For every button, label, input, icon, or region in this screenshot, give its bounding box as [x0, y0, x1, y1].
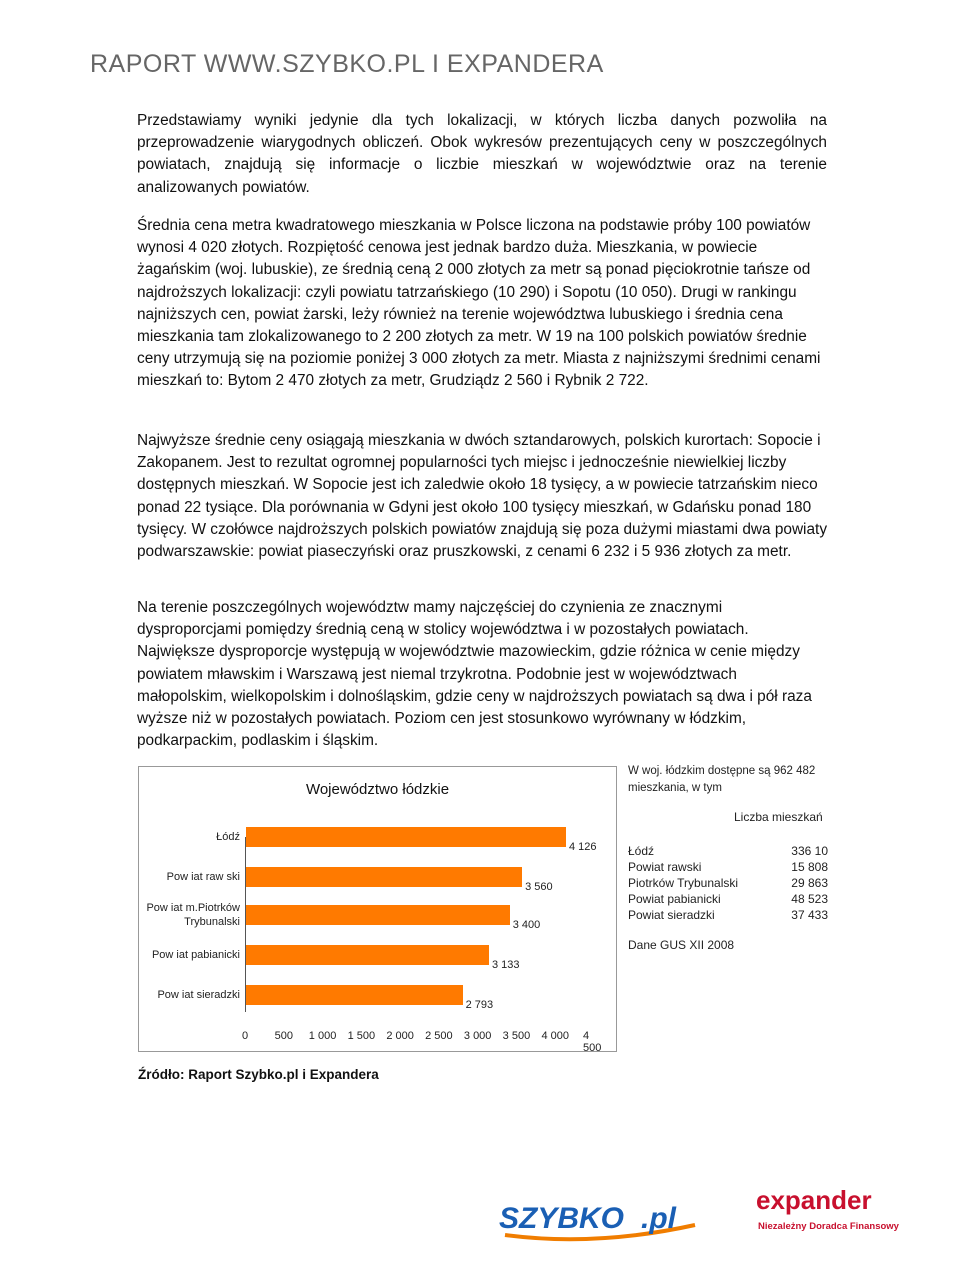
expander-logo: [752, 1183, 902, 1238]
chart-x-tick-label: 3 000: [463, 1030, 492, 1042]
chart-category-label: Pow iat raw ski: [166, 871, 240, 883]
row-count: 15 808: [791, 860, 828, 874]
chart-category-label: Pow iat sieradzki: [157, 989, 240, 1001]
logo-text: expander: [756, 1185, 872, 1215]
row-count: 48 523: [791, 892, 828, 906]
side-table-row: [628, 876, 828, 892]
side-table-row: [628, 908, 828, 924]
paragraph-average-price: [137, 215, 827, 393]
chart-data-label: 3 560: [525, 881, 553, 893]
chart-x-tick-label: 1 000: [308, 1030, 337, 1042]
logo-tagline: Niezależny Doradca Finansowy: [758, 1221, 899, 1232]
chart-bar: [246, 827, 566, 847]
chart-data-label: 3 133: [491, 959, 520, 971]
paragraph-text: Przedstawiamy wyniki jedynie dla tych lokalizacji, w których liczba danych pozwoliła na przeprowadzenie wiarygodnych obliczeń. Obok wykresów prezentujących ceny w poszczególnych powiatach, znajdują się informacje o liczbie mieszkań w województwie oraz na terenie analizowanych powiatów.: [137, 112, 827, 196]
figure-source: Źródło: Raport Szybko.pl i Expandera: [138, 1067, 379, 1082]
chart-bar: [246, 985, 463, 1005]
chart-x-tick-label: 2 000: [386, 1030, 414, 1042]
row-count: 37 433: [791, 908, 828, 922]
chart-x-tick-label: 4 500: [583, 1030, 602, 1054]
row-name: Powiat pabianicki: [628, 892, 721, 906]
side-table-row: [628, 844, 828, 860]
report-header: RAPORT WWW.SZYBKO.PL I EXPANDERA: [90, 50, 604, 78]
paragraph-disproportions: [137, 597, 827, 752]
side-note: W woj. łódzkim dostępne są 962 482 mieszkania, w tym: [628, 765, 816, 794]
logo-suffix: .pl: [641, 1202, 676, 1235]
paragraph-text: Najwyższe średnie ceny osiągają mieszkania w dwóch sztandarowych, polskich kurortach: Sopocie i Zakopanem. Jest to rezultat ogromnej popularności tych miejsc i jednocześnie niewielkiej liczby dostępnych mieszkań. W Sopocie jest ich zaledwie około 18 tysięcy, a w powiecie tatrzańskim nieco ponad 22 tysiące. Dla porównania w Gdyni jest około 100 tysięcy mieszkań, w Gdańsku ponad 180 tysięcy. W czołówce najdroższych polskich powiatów znajdują się poza dużymi miastami dwa powiaty podwarszawskie: powiat piaseczyński oraz pruszkowski, z cenami 6 232 i 5 936 złotych za metr.: [137, 432, 828, 561]
chart-x-tick-label: 0: [241, 1030, 249, 1042]
paragraph-intro: [137, 110, 827, 199]
chart-category-label: Pow iat pabianicki: [151, 949, 240, 961]
chart-bar: [246, 867, 522, 887]
chart-bar: [246, 945, 489, 965]
chart-x-tick-label: 1 500: [347, 1030, 376, 1042]
side-table-row: [628, 892, 828, 908]
bar-chart-lodzkie: [138, 766, 617, 1052]
chart-x-tick-label: 3 500: [502, 1030, 531, 1042]
logo-text: SZYBKO: [499, 1202, 625, 1235]
row-name: Łódź: [628, 844, 655, 858]
row-count: 336 10: [791, 844, 828, 858]
chart-data-label: 3 400: [512, 919, 541, 931]
chart-data-label: 2 793: [465, 999, 494, 1011]
chart-bar: [246, 905, 510, 925]
side-table-row: [628, 860, 828, 876]
side-source: Dane GUS XII 2008: [628, 938, 735, 952]
szybko-logo: [495, 1195, 700, 1245]
chart-x-tick-label: 4 000: [541, 1030, 569, 1042]
row-count: 29 863: [791, 876, 828, 890]
row-name: Powiat rawski: [628, 860, 702, 874]
chart-x-tick-label: 500: [274, 1030, 293, 1042]
chart-title: Województwo łódzkie: [305, 781, 450, 798]
chart-x-tick-label: 2 500: [425, 1030, 453, 1042]
side-table-header: Liczba mieszkań: [734, 810, 823, 824]
paragraph-text: Na terenie poszczególnych województw mamy najczęściej do czynienia ze znacznymi dysproporcjami pomiędzy średnią ceną w stolicy województwa i w pozostałych powiatach. Największe dysproporcje występują w województwie mazowieckim, gdzie różnica w cenie między powiatem mławskim i Warszawą jest niemal trzykrotna. Podobnie jest w województwach małopolskim, wielkopolskim i dolnośląskim, gdzie ceny w najdroższych powiatach są dwa i pół raza wyższe niż w pozostałych powiatach. Poziom cen jest stosunkowo wyrównany w łódzkim, podkarpackim, podlaskim i śląskim.: [137, 599, 812, 750]
paragraph-highest-prices: [137, 430, 827, 563]
row-name: Piotrków Trybunalski: [628, 876, 739, 890]
chart-category-label: Pow iat m.Piotrków Trybunalski: [146, 902, 240, 928]
row-name: Powiat sieradzki: [628, 908, 715, 922]
chart-category-label: Łódź: [216, 831, 240, 843]
chart-data-label: 4 126: [568, 841, 597, 853]
paragraph-text: Średnia cena metra kwadratowego mieszkania w Polsce liczona na podstawie próby 100 powiatów wynosi 4 020 złotych. Rozpiętość cenowa jest jednak bardzo duża. Mieszkania, w powiecie żagańskim (woj. lubuskie), ze średnią ceną 2 000 złotych za metr są ponad pięciokrotnie tańsze od najdroższych lokalizacji: czyli powiatu tatrzańskiego (10 290) i Sopotu (10 050). Drugi w rankingu najniższych cen, powiat żarski, leży również na terenie województwa lubuskiego i średnia cena mieszkania tam zlokalizowanego to 2 200 złotych za metr. W 19 na 100 polskich powiatów średnie ceny utrzymują się na poziomie poniżej 3 000 złotych za metr. Miasta z najniższymi średnimi cenami mieszkań to: Bytom 2 470 złotych za metr, Grudziądz 2 560 i Rybnik 2 722.: [137, 217, 821, 390]
